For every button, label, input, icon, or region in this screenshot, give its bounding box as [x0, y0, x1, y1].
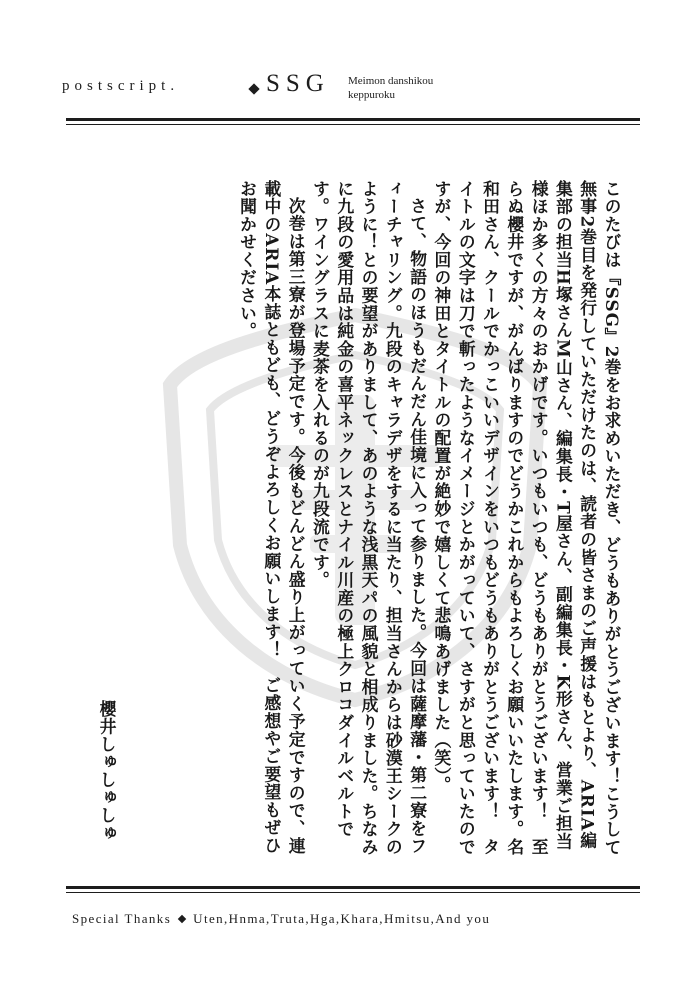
romaji-line-1: Meimon danshikou [348, 75, 434, 87]
romaji-line-2: keppuroku [348, 89, 396, 101]
header-rule-thick [66, 118, 640, 121]
special-thanks [72, 911, 672, 927]
postscript-title: postscript. [62, 78, 180, 94]
diamond-icon [248, 83, 259, 94]
special-thanks-names: Uten,Hnma,Truta,Hga,Khara,Hmitsu,And you [193, 911, 491, 926]
body-paragraph: さて、物語のほうもだんだん佳境に入って参りました。今回は薩摩藩・第二寮をフィーチャリング。九段のキャラデザをするに当たり、担当さんからは砂漠王シークのように！との要望がありまして、あのような浅黒天パの風貌と相成りました。ちなみに九段の愛用品は純金の喜平ネックレスとナイル川産の極上クロコダイルベルトです。ワイングラスに麦茶を入れるのが九段流です。 [310, 180, 428, 857]
diamond-icon [178, 915, 186, 923]
body-paragraph: このたびは『SSG』2巻をお求めいただき、どうもありがとうございます！こうして無事2巻目を発行していただけたのは、読者の皆さまのご声援はもとより、ARIA編集部の担当H塚さんM山さん、編集長・T屋さん、副編集長・K形さん、営業ご担当様ほか多くの方々のおかげです。いつもいつも、どうもありがとうございます！ 至らぬ櫻井ですが、がんばりますのでどうかこれからもよろしくお願いいたします。名和田さん、クールでかっこいいデザインをいつもどうもありがとうございます！ タイトルの文字は刀で斬ったようなイメージとかがっていて、さすがと思っていたのですが、今回の神田とタイトルの配置が絶妙で嬉しくて悲鳴あげました（笑）。 [431, 180, 622, 857]
postscript-body [92, 180, 624, 860]
series-romaji [348, 74, 468, 102]
body-paragraph: 次巻は第三寮が登場予定です。今後もどんどん盛り上がっていく予定ですので、連載中のARIA本誌ともども、どうぞよろしくお願いします！ ご感想やご要望もぜひお聞かせください。 [237, 180, 307, 856]
special-thanks-label: Special Thanks [72, 911, 172, 926]
series-code: SSG [266, 70, 330, 97]
footer-rule-thin [66, 892, 640, 893]
header-rule-thin [66, 124, 640, 125]
author-signature: 櫻井しゅしゅしゅ [97, 700, 117, 843]
footer-rule-thick [66, 886, 640, 889]
